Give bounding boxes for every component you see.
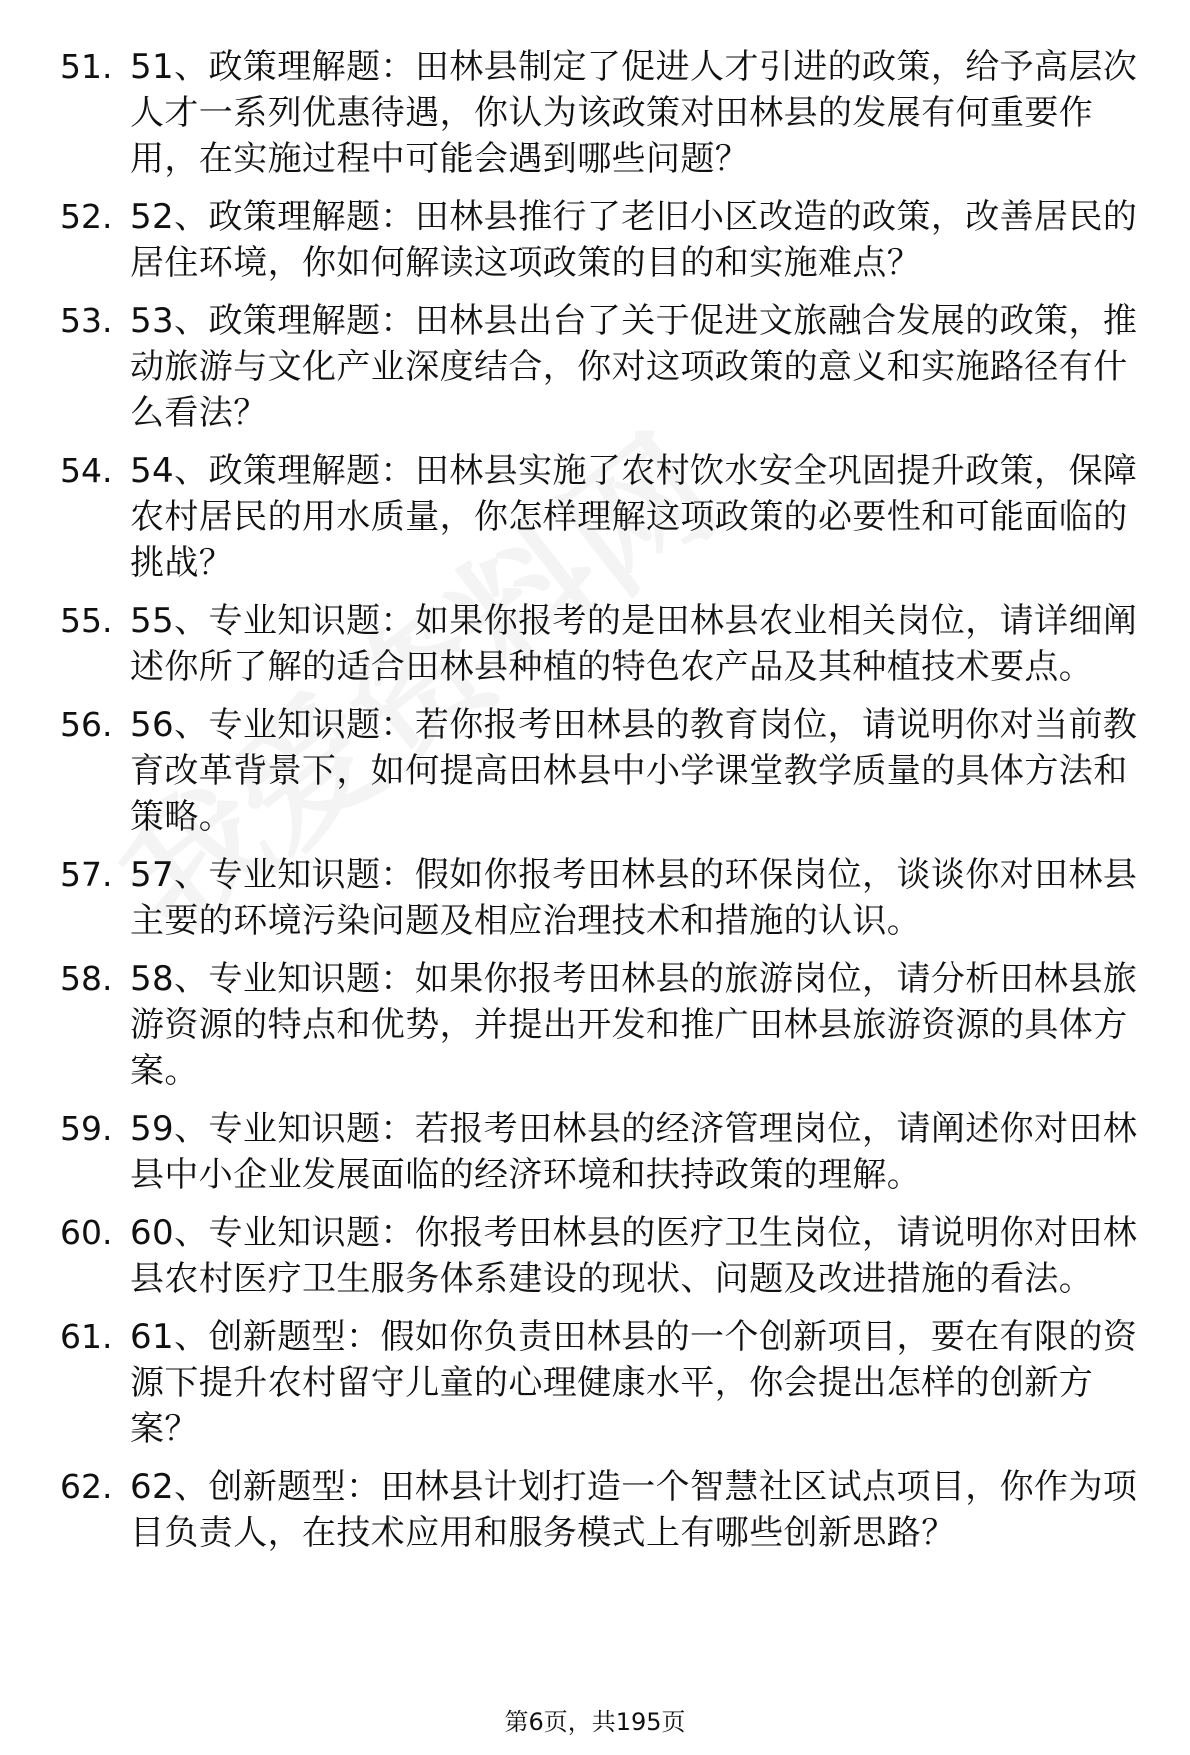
question-number: 61. <box>60 1317 113 1356</box>
question-item-57 <box>0 852 1190 944</box>
question-item-56 <box>0 702 1190 840</box>
question-text: 57、专业知识题：假如你报考田林县的环保岗位，谈谈你对田林县主要的环境污染问题及相应治理技术和措施的认识。 <box>130 855 1138 941</box>
question-number: 60. <box>60 1213 113 1252</box>
question-text: 59、专业知识题：若报考田林县的经济管理岗位，请阐述你对田林县中小企业发展面临的经济环境和扶持政策的理解。 <box>130 1109 1138 1195</box>
question-text: 61、创新题型：假如你负责田林县的一个创新项目，要在有限的资源下提升农村留守儿童的心理健康水平，你会提出怎样的创新方案？ <box>130 1317 1138 1449</box>
question-number: 58. <box>60 959 113 998</box>
question-text: 54、政策理解题：田林县实施了农村饮水安全巩固提升政策，保障农村居民的用水质量，你怎样理解这项政策的必要性和可能面临的挑战？ <box>130 451 1138 583</box>
question-item-61 <box>0 1314 1190 1452</box>
question-item-59 <box>0 1106 1190 1198</box>
question-text: 55、专业知识题：如果你报考的是田林县农业相关岗位，请详细阐述你所了解的适合田林县种植的特色农产品及其种植技术要点。 <box>130 601 1138 687</box>
question-item-51 <box>0 44 1190 182</box>
question-item-60 <box>0 1210 1190 1302</box>
question-number: 51. <box>60 47 113 86</box>
question-item-58 <box>0 956 1190 1094</box>
question-number: 54. <box>60 451 113 490</box>
question-number: 53. <box>60 301 113 340</box>
question-number: 52. <box>60 197 113 236</box>
question-item-53 <box>0 298 1190 436</box>
question-number: 55. <box>60 601 113 640</box>
question-text: 56、专业知识题：若你报考田林县的教育岗位，请说明你对当前教育改革背景下，如何提高田林县中小学课堂教学质量的具体方法和策略。 <box>130 705 1138 837</box>
question-text: 51、政策理解题：田林县制定了促进人才引进的政策，给予高层次人才一系列优惠待遇，你认为该政策对田林县的发展有何重要作用，在实施过程中可能会遇到哪些问题？ <box>130 47 1138 179</box>
question-number: 56. <box>60 705 113 744</box>
question-item-55 <box>0 598 1190 690</box>
question-item-54 <box>0 448 1190 586</box>
page-number-label: 第6页，共195页 <box>504 1708 686 1736</box>
question-number: 59. <box>60 1109 113 1148</box>
question-text: 60、专业知识题：你报考田林县的医疗卫生岗位，请说明你对田林县农村医疗卫生服务体系建设的现状、问题及改进措施的看法。 <box>130 1213 1138 1299</box>
question-list <box>0 44 1190 1568</box>
question-number: 57. <box>60 855 113 894</box>
question-text: 53、政策理解题：田林县出台了关于促进文旅融合发展的政策，推动旅游与文化产业深度结合，你对这项政策的意义和实施路径有什么看法？ <box>130 301 1138 433</box>
question-item-52 <box>0 194 1190 286</box>
question-text: 58、专业知识题：如果你报考田林县的旅游岗位，请分析田林县旅游资源的特点和优势，并提出开发和推广田林县旅游资源的具体方案。 <box>130 959 1138 1091</box>
question-item-62 <box>0 1464 1190 1556</box>
question-number: 62. <box>60 1467 113 1506</box>
page-footer <box>0 1702 1190 1737</box>
question-text: 52、政策理解题：田林县推行了老旧小区改造的政策，改善居民的居住环境，你如何解读这项政策的目的和实施难点？ <box>130 197 1138 283</box>
question-text: 62、创新题型：田林县计划打造一个智慧社区试点项目，你作为项目负责人，在技术应用和服务模式上有哪些创新思路？ <box>130 1467 1138 1553</box>
